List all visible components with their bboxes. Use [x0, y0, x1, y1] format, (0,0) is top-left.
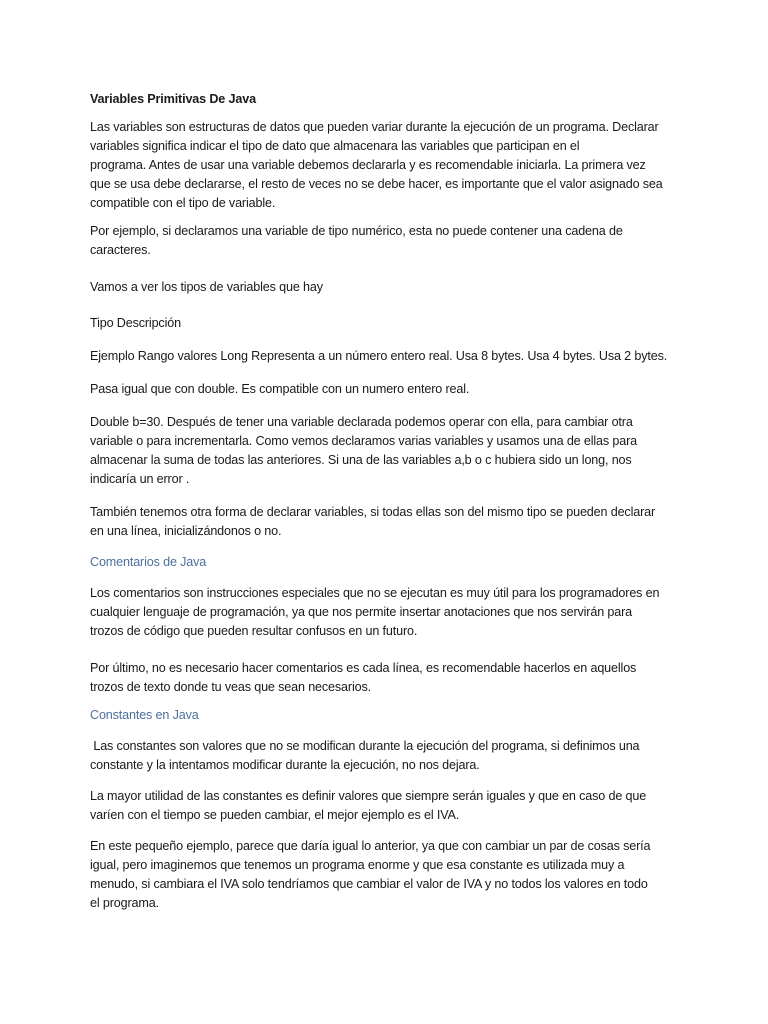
small-example-paragraph	[90, 837, 682, 913]
small-example-line: En este pequeño ejemplo, parece que daría igual lo anterior, ya que con cambiar un par de cosas sería	[90, 839, 651, 853]
constants-paragraph	[90, 737, 682, 775]
utility-line: La mayor utilidad de las constantes es definir valores que siempre serán iguales y que en caso de que	[90, 789, 647, 803]
comments-line: cualquier lenguaje de programación, ya que nos permite insertar anotaciones que nos servirán para	[90, 605, 633, 619]
constants-line: constante y la intentamos modificar durante la ejecución, no nos dejara.	[90, 758, 480, 772]
blank-line	[90, 650, 682, 659]
small-example-line: el programa.	[90, 896, 159, 910]
double-line: indicaría un error .	[90, 472, 190, 486]
table-row: Pasa igual que con double. Es compatible con un numero entero real.	[90, 382, 470, 396]
also-line: en una línea, inicializándonos o no.	[90, 524, 282, 538]
also-paragraph	[90, 503, 682, 541]
comments-line: trozos de código que pueden resultar confusos en un futuro.	[90, 624, 418, 638]
example-line: Por ejemplo, si declaramos una variable de tipo numérico, esta no puede contener una cadena de	[90, 224, 623, 238]
comments-heading: Comentarios de Java	[90, 555, 207, 569]
also-line: También tenemos otra forma de declarar variables, si todas ellas son del mismo tipo se pueden declarar	[90, 505, 656, 519]
finally-line: trozos de texto donde tu veas que sean necesarios.	[90, 680, 371, 694]
types-intro: Vamos a ver los tipos de variables que hay	[90, 280, 323, 294]
blank-line	[90, 306, 682, 314]
table-header: Tipo Descripción	[90, 316, 181, 330]
intro-line: programa. Antes de usar una variable debemos declararla y es recomendable iniciarla. La primera vez	[90, 158, 646, 172]
finally-line: Por último, no es necesario hacer comentarios es cada línea, es recomendable hacerlos en aquellos	[90, 661, 637, 675]
double-line: variable o para incrementarla. Como vemos declaramos varias variables y usamos una de ellas para	[90, 434, 637, 448]
example-line: caracteres.	[90, 243, 151, 257]
utility-paragraph	[90, 787, 682, 825]
double-paragraph	[90, 413, 682, 489]
example-paragraph	[90, 222, 682, 260]
intro-line: que se usa debe declararse, el resto de veces no se debe hacer, es importante que el valor asignado sea	[90, 177, 663, 191]
blank-line	[90, 269, 682, 278]
double-line: Double b=30. Después de tener una variable declarada podemos operar con ella, para cambiar otra	[90, 415, 633, 429]
constants-heading: Constantes en Java	[90, 708, 199, 722]
double-line: almacenar la suma de todas las anteriores. Si una de las variables a,b o c hubiera sido un long, nos	[90, 453, 632, 467]
intro-line: compatible con el tipo de variable.	[90, 196, 276, 210]
intro-paragraph	[90, 118, 682, 213]
intro-line: variables significa indicar el tipo de dato que almacenara las variables que participan en el	[90, 139, 580, 153]
utility-line: varíen con el tiempo se pueden cambiar, el mejor ejemplo es el IVA.	[90, 808, 460, 822]
intro-line: Las variables son estructuras de datos que pueden variar durante la ejecución de un programa. Declarar	[90, 120, 659, 134]
finally-paragraph	[90, 659, 682, 697]
small-example-line: igual, pero imaginemos que tenemos un programa enorme y que esa constante es utilizada muy a	[90, 858, 625, 872]
document-title: Variables Primitivas De Java	[90, 92, 256, 106]
constants-line: Las constantes son valores que no se modifican durante la ejecución del programa, si definimos una	[90, 739, 640, 753]
table-row: Ejemplo Rango valores Long Representa a un número entero real. Usa 8 bytes. Usa 4 bytes. Usa 2 bytes.	[90, 349, 668, 363]
small-example-line: menudo, si cambiara el IVA solo tendríamos que cambiar el valor de IVA y no todos los valores en todo	[90, 877, 648, 891]
comments-paragraph	[90, 584, 682, 641]
comments-line: Los comentarios son instrucciones especiales que no se ejecutan es muy útil para los programadores en	[90, 586, 660, 600]
